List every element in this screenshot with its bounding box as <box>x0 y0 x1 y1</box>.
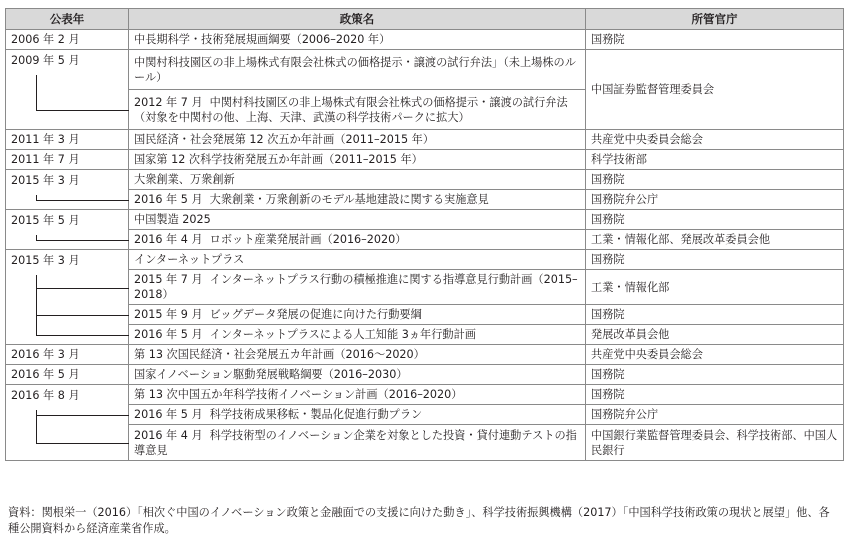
year-label: 2016 年 5 月 <box>11 368 80 381</box>
policy-date: 2016 年 5 月 <box>134 408 203 421</box>
table-row <box>6 345 844 365</box>
year-cell <box>6 130 129 150</box>
header-agency: 所管官庁 <box>586 9 844 30</box>
policy-name: インターネットプラス <box>134 253 245 266</box>
policy-table <box>5 8 844 461</box>
bracket-tick <box>36 288 129 289</box>
agency-cell: 国務院 <box>586 365 844 385</box>
table-row <box>6 230 844 250</box>
agency-cell: 発展改革員会他 <box>586 325 844 345</box>
table-body <box>6 30 844 461</box>
table-row <box>6 150 844 170</box>
policy-cell <box>129 90 586 130</box>
agency-cell: 国務院弁公庁 <box>586 190 844 210</box>
agency-cell: 国務院 <box>586 385 844 405</box>
policy-date: 2016 年 5 月 <box>134 193 203 206</box>
year-cell <box>6 30 129 50</box>
table-row <box>6 325 844 345</box>
policy-name: 第 13 次国民経済・社会発展五カ年計画（2016～2020） <box>134 348 425 361</box>
policy-cell <box>129 230 586 250</box>
bracket-tick <box>36 443 129 444</box>
source-note: 資料：関根栄一（2016）「相次ぐ中国のイノベーション政策と金融面での支援に向けた動き」、科学技術振興機構（2017）「中国科学技術政策の現状と展望」他、各種公開資料から経済産業省作成。 <box>8 506 830 535</box>
policy-date: 2015 年 7 月 <box>134 273 203 286</box>
agency-cell: 中国銀行業監督管理委員会、科学技術部、中国人民銀行 <box>586 425 844 461</box>
policy-name: インターネットプラス行動の積極推進に関する指導意見行動計画（2015–2018） <box>134 273 578 301</box>
table-row <box>6 305 844 325</box>
policy-name: 大衆創業、万衆創新 <box>134 173 235 186</box>
bracket-tick <box>36 110 129 111</box>
bracket-tick <box>36 240 129 241</box>
agency-cell: 国務院 <box>586 170 844 190</box>
bracket-line <box>36 275 37 335</box>
year-label: 2006 年 2 月 <box>11 33 80 46</box>
policy-name: 第 13 次中国五か年科学技術イノベーション計画（2016–2020） <box>134 388 463 401</box>
table-row <box>6 270 844 305</box>
agency-cell: 国務院 <box>586 210 844 230</box>
table-row <box>6 405 844 425</box>
policy-cell <box>129 305 586 325</box>
year-label: 2011 年 7 月 <box>11 153 80 166</box>
header-policy: 政策名 <box>129 9 586 30</box>
table-row <box>6 365 844 385</box>
policy-cell <box>129 345 586 365</box>
policy-name: 中関村科技園区の非上場株式有限会社株式の価格提示・譲渡の試行弁法」（未上場株のルール） <box>134 55 576 84</box>
policy-name: 科学技術成果移転・製品化促進行動プラン <box>209 408 423 421</box>
policy-date: 2015 年 9 月 <box>134 308 203 321</box>
policy-date: 2016 年 4 月 <box>134 233 203 246</box>
agency-cell: 科学技術部 <box>586 150 844 170</box>
table-row <box>6 50 844 90</box>
agency-cell: 国務院 <box>586 305 844 325</box>
year-cell <box>6 250 129 345</box>
policy-name: 中国製造 2025 <box>134 213 211 226</box>
agency-cell: 中国証券監督管理委員会 <box>586 50 844 130</box>
bracket-tick <box>36 415 129 416</box>
year-label: 2015 年 5 月 <box>11 214 80 227</box>
year-label: 2016 年 8 月 <box>11 389 80 402</box>
year-label: 2009 年 5 月 <box>11 54 80 67</box>
year-cell <box>6 170 129 210</box>
agency-cell: 工業・情報化部 <box>586 270 844 305</box>
policy-cell <box>129 270 586 305</box>
year-label: 2015 年 3 月 <box>11 174 80 187</box>
policy-cell <box>129 325 586 345</box>
header-year: 公表年 <box>6 9 129 30</box>
agency-cell: 共産党中央委員会総会 <box>586 345 844 365</box>
policy-date: 2016 年 5 月 <box>134 328 203 341</box>
table-row <box>6 425 844 461</box>
policy-name: インターネットプラスによる人工知能 3ヵ年行動計画 <box>209 328 476 341</box>
year-cell <box>6 50 129 130</box>
year-cell <box>6 365 129 385</box>
policy-cell <box>129 50 586 90</box>
policy-name: ロボット産業発展計画（2016–2020） <box>209 233 407 246</box>
table-row <box>6 190 844 210</box>
agency-cell: 国務院弁公庁 <box>586 405 844 425</box>
policy-date: 2012 年 7 月 <box>134 95 203 109</box>
bracket-line <box>36 75 37 110</box>
policy-name: 国家イノベーション駆動発展戦略綱要（2016–2030） <box>134 368 408 381</box>
agency-cell: 国務院 <box>586 30 844 50</box>
year-label: 2011 年 3 月 <box>11 133 80 146</box>
policy-name: 大衆創業・万衆創新のモデル基地建設に関する実施意見 <box>209 193 489 206</box>
agency-cell: 国務院 <box>586 250 844 270</box>
year-cell <box>6 150 129 170</box>
table-row <box>6 210 844 230</box>
year-cell <box>6 210 129 250</box>
year-label: 2016 年 3 月 <box>11 348 80 361</box>
table-row <box>6 250 844 270</box>
table-row <box>6 130 844 150</box>
table-row <box>6 170 844 190</box>
bracket-tick <box>36 200 129 201</box>
table-header-row <box>6 9 844 30</box>
year-label: 2015 年 3 月 <box>11 254 80 267</box>
year-cell <box>6 385 129 461</box>
policy-cell <box>129 405 586 425</box>
policy-cell <box>129 425 586 461</box>
policy-cell <box>129 190 586 210</box>
bracket-tick <box>36 335 129 336</box>
policy-cell <box>129 170 586 190</box>
policy-name: ビッグデータ発展の促進に向けた行動要綱 <box>209 308 422 321</box>
table-row <box>6 30 844 50</box>
policy-cell <box>129 150 586 170</box>
policy-name: 国民経済・社会発展第 12 次五か年計画（2011–2015 年） <box>134 133 435 146</box>
agency-cell: 共産党中央委員会総会 <box>586 130 844 150</box>
policy-cell <box>129 365 586 385</box>
policy-cell <box>129 210 586 230</box>
bracket-tick <box>36 315 129 316</box>
agency-cell: 工業・情報化部、発展改革委員会他 <box>586 230 844 250</box>
policy-cell <box>129 30 586 50</box>
policy-date: 2016 年 4 月 <box>134 428 203 442</box>
policy-name: 科学技術型のイノベーション企業を対象とした投資・貸付連動テストの指導意見 <box>134 428 577 457</box>
policy-cell <box>129 130 586 150</box>
policy-name: 中長期科学・技術発展規画綱要（2006–2020 年） <box>134 33 391 46</box>
policy-cell <box>129 250 586 270</box>
policy-name: 中関村科技園区の非上場株式有限会社株式の価格提示・譲渡の試行弁法（対象を中関村の他、上海、天津、武漢の科学技術パークに拡大） <box>134 95 568 124</box>
year-cell <box>6 345 129 365</box>
policy-cell <box>129 385 586 405</box>
table-row <box>6 385 844 405</box>
policy-name: 国家第 12 次科学技術発展五か年計画（2011–2015 年） <box>134 153 423 166</box>
